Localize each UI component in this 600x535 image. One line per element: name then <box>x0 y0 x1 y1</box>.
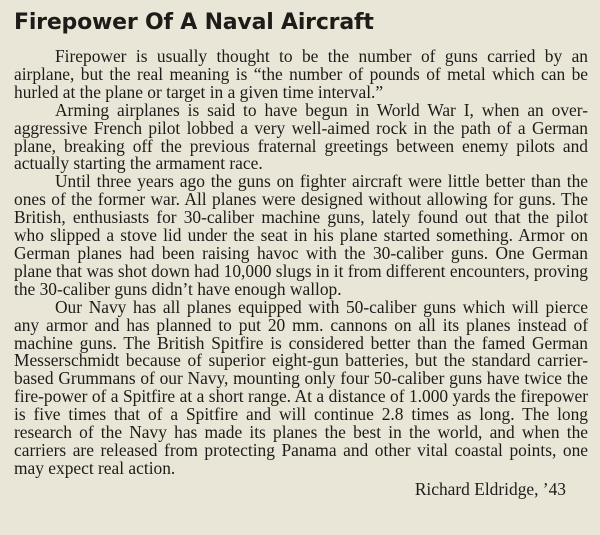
paragraph-2: Arming airplanes is said to have begun in World War I, when an over-aggressive French pilot lobbed a very well-aimed rock in the path of a German plane, breaking off the previous fraternal greetings between enemy pilots and actually starting the armament race. <box>14 99 588 174</box>
article-body <box>14 48 588 478</box>
author-signature: Richard Eldridge, ’43 <box>414 478 566 499</box>
paragraph-1: Firepower is usually thought to be the number of guns carried by an airplane, but the real meaning is “the number of pounds of metal which can be hurled at the plane or target in a given time interval.” <box>14 46 588 102</box>
article-title: Firepower Of A Naval Aircraft <box>14 10 374 35</box>
paragraph-4: Our Navy has all planes equipped with 50-caliber guns which will pierce any armor and has planned to put 20 mm. cannons on all its planes instead of machine guns. The British Spitfire is considered better than the famed German Messerschmidt because of superior eight-gun batteries, but the standard carrier-based Grummans of our Navy, mounting only four 50-caliber guns have twice the fire-power of a Spitfire at a short range. At a distance of 1.000 yards the firepower is five times that of a Spitfire and will continue 2.8 times as long. The long research of the Navy has made its planes the best in the world, and when the carriers are released from protecting Panama and other vital coastal points, one may expect real action. <box>14 296 588 478</box>
paragraph-3: Until three years ago the guns on fighter aircraft were little better than the ones of the former war. All planes were designed without allowing for guns. The British, enthusiasts for 30-caliber machine guns, lately found out that the pilot who slipped a stove lid under the seat in his plane started something. Armor on German planes had been raising havoc with the 30-caliber guns. One German plane that was shot down had 10,000 slugs in it from different encounters, proving the 30-caliber guns didn’t have enough wallop. <box>14 171 588 299</box>
